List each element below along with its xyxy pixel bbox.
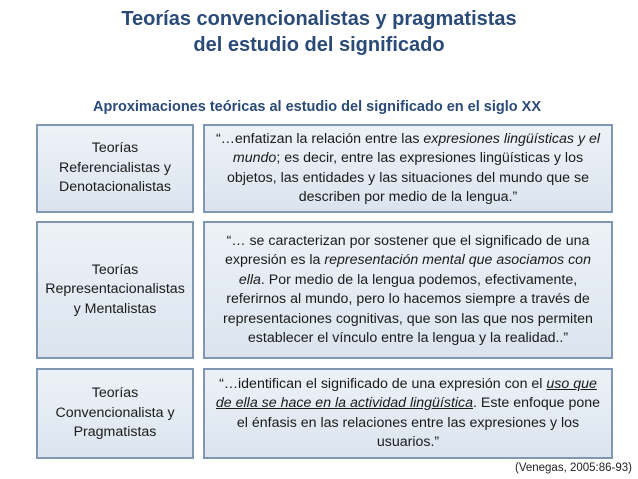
page-title — [0, 6, 638, 58]
description-text: “… se caracterizan por sostener que el significado de una expresión es la — [225, 232, 590, 268]
theory-description — [219, 232, 597, 349]
theory-description-box-convencionalista — [203, 368, 613, 459]
theory-description — [213, 375, 603, 453]
theory-label: Teorías Referencialistas y Denotacionalistas — [59, 140, 171, 196]
theory-description-box-referencialistas — [203, 124, 613, 213]
description-text: “…identifican el significado de una expresión con el — [219, 375, 547, 392]
section-subtitle — [0, 98, 638, 116]
description-text: ; es decir, entre las expresiones lingüísticas y los objetos, las entidades y las situaciones del mundo que se describen por medio de la lengua.” — [226, 150, 589, 205]
description-emphasis: expresiones lingüísticas y el mundo — [232, 130, 601, 166]
description-emphasis: uso que de ella se hace en la actividad lingüística — [215, 375, 597, 411]
theory-label-box-referencialistas — [36, 124, 194, 213]
theory-label: Teorías Representacionalistas y Mentalistas — [45, 261, 185, 317]
theory-label: Teorías Convencionalista y Pragmatistas — [55, 385, 175, 441]
theory-label-box-representacionalistas — [36, 221, 194, 359]
theory-description-box-representacionalistas — [203, 221, 613, 359]
theory-description — [209, 130, 607, 208]
description-text: . Este enfoque pone el énfasis en las relaciones entre las expresiones y los usuarios.” — [236, 395, 601, 450]
title-line-1: Teorías convencionalistas y pragmatistas — [121, 8, 517, 30]
description-text: . Por medio de la lengua podemos, efectivamente, referirnos al mundo, pero lo hacemos siempre a través de representaciones cognitivas, que son las que nos permiten establecer el vínculo entre la lengua y la realidad..” — [223, 271, 593, 346]
subtitle-text: Aproximaciones teóricas al estudio del significado en el siglo XX — [92, 99, 541, 115]
title-line-2: del estudio del significado — [193, 34, 445, 56]
citation: (Venegas, 2005:86-93) — [514, 462, 632, 474]
description-text: “…enfatizan la relación entre las — [215, 130, 424, 147]
theory-label-box-convencionalista — [36, 368, 194, 459]
description-emphasis: representación mental que asociamos con ella — [238, 252, 591, 288]
